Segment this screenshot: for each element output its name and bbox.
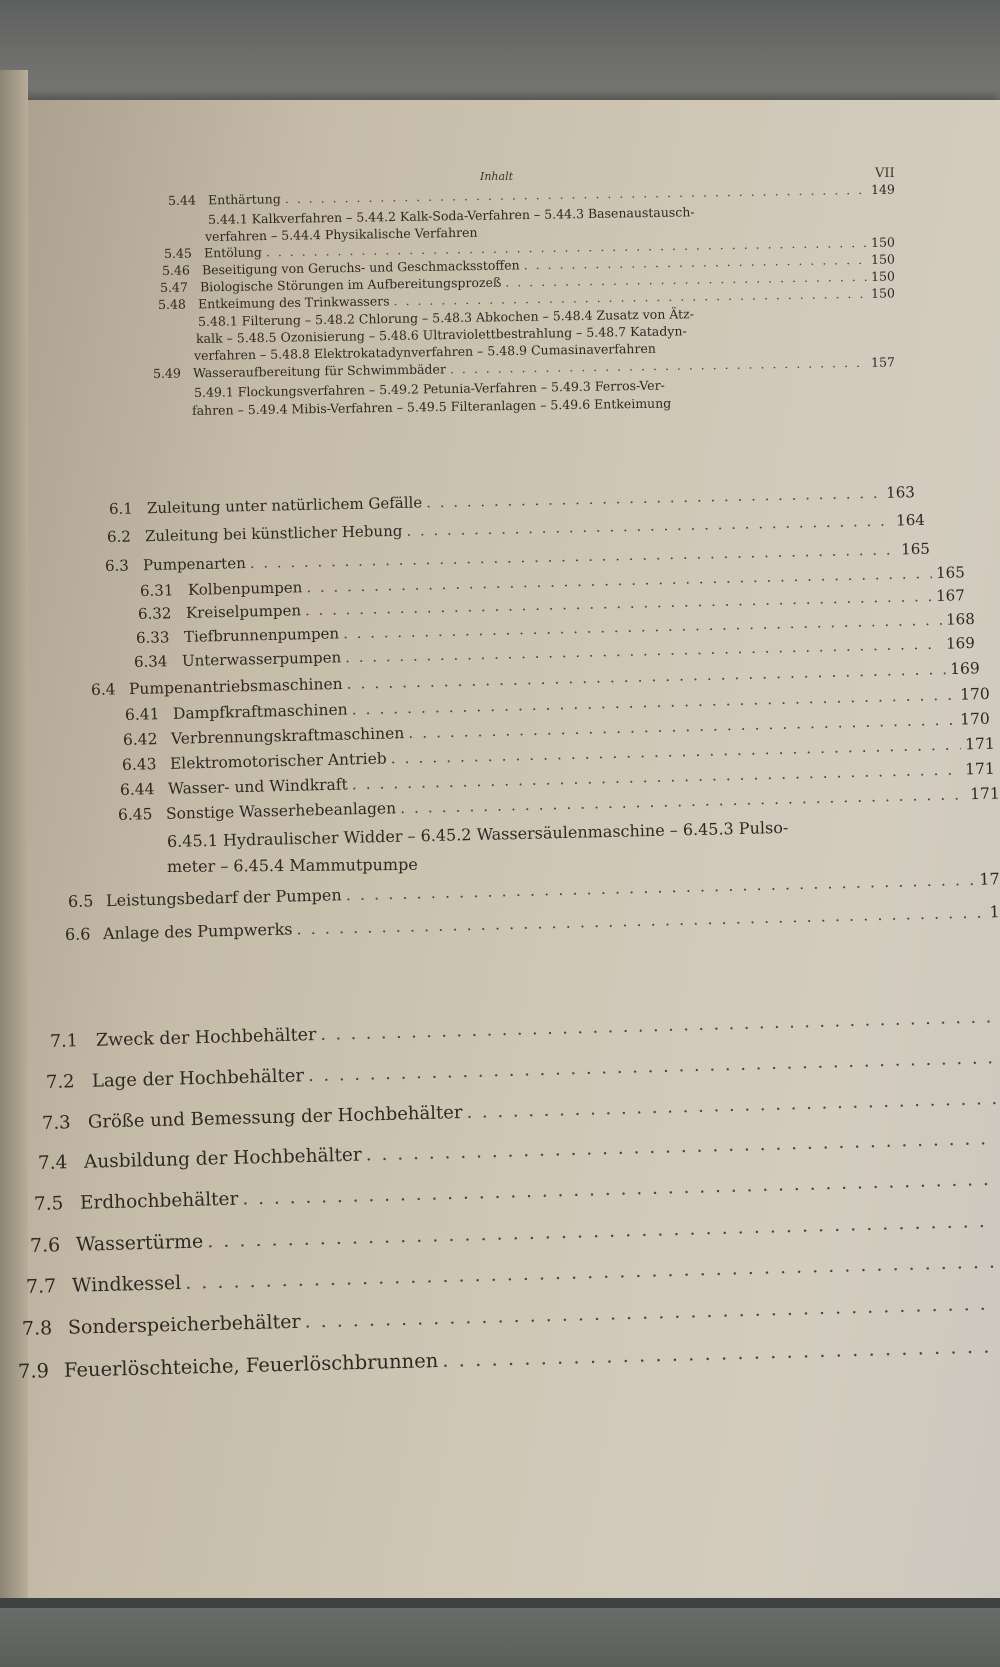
entry-page-number: 169 (949, 659, 980, 679)
entry-page-number: 168 (945, 609, 975, 629)
entry-title: Windkessel (71, 1271, 182, 1297)
entry-page-number: 169 (945, 633, 975, 653)
background-bottom (0, 1608, 1000, 1667)
entry-title: Dampfkraftmaschinen (172, 700, 348, 723)
entry-title: Feuerlöschteiche, Feuerlöschbrunnen (63, 1348, 439, 1382)
entry-title: Wassertürme (75, 1230, 204, 1256)
entry-number: 6.45 (117, 805, 153, 824)
entry-page-number: 163 (886, 483, 916, 502)
entry-title: Unterwasserpumpen (181, 648, 342, 670)
entry-number: 5.48 (157, 296, 186, 312)
entry-title: Entkeimung des Trinkwassers (197, 293, 390, 312)
entry-title: Elektromotorischer Antrieb (169, 749, 387, 773)
entry-title: Wasser- und Windkraft (167, 775, 348, 798)
entry-number: 6.31 (139, 581, 174, 600)
subentry-line: kalk – 5.48.5 Ozonisierung – 5.48.6 Ultraviolettbestrahlung – 5.48.7 Katadyn- (195, 323, 687, 346)
entry-page-number: 170 (959, 684, 990, 704)
entry-number: 7.7 (25, 1275, 57, 1298)
entry-page-number: 157 (870, 354, 896, 370)
entry-page-number: 150 (870, 268, 896, 284)
entry-page-number: 171 (964, 734, 995, 754)
subentry-line: meter – 6.45.4 Mammutpumpe (166, 854, 418, 876)
subentry-line: 6.45.1 Hydraulischer Widder – 6.45.2 Wassersäulenmaschine – 6.45.3 Pulso- (166, 817, 789, 851)
subentry-line: 5.44.1 Kalkverfahren – 5.44.2 Kalk-Soda-Verfahren – 5.44.3 Basenaustausch- (207, 204, 695, 227)
entry-title: Kreiselpumpen (185, 601, 302, 622)
running-header-title: Inhalt (480, 170, 514, 183)
entry-title: Entölung (203, 244, 262, 261)
entry-number: 7.3 (41, 1112, 71, 1134)
subentry-line: 5.48.1 Filterung – 5.48.2 Chlorung – 5.48.3 Abkochen – 5.48.4 Zusatz von Ätz- (197, 306, 695, 329)
entry-page-number: 150 (870, 251, 896, 267)
entry-title: Sonstige Wasserhebeanlagen (165, 799, 397, 823)
entry-title: Zuleitung unter natürlichem Gefälle (146, 493, 423, 518)
entry-number: 7.6 (29, 1234, 61, 1257)
entry-title: Leistungsbedarf der Pumpen (105, 885, 342, 911)
entry-title: Pumpenarten (142, 554, 246, 575)
entry-number: 6.5 (67, 891, 94, 911)
entry-page-number: 171 (964, 759, 995, 779)
page-bottom-edge (0, 1598, 1000, 1608)
subentry-line: 5.49.1 Flockungsverfahren – 5.49.2 Petunia-Verfahren – 5.49.3 Ferros-Ver- (193, 377, 665, 400)
entry-number: 5.45 (163, 245, 192, 261)
entry-number: 6.32 (137, 604, 172, 623)
entry-page-number: 164 (895, 510, 926, 530)
entry-number: 6.44 (119, 780, 155, 799)
entry-number: 6.3 (104, 556, 130, 575)
entry-number: 7.8 (21, 1317, 53, 1340)
entry-page-number: 150 (870, 285, 896, 301)
entry-number: 6.34 (133, 652, 168, 671)
entry-title: Tiefbrunnenpumpen (183, 624, 340, 646)
entry-title: Zweck der Hochbehälter (95, 1025, 317, 1051)
entry-number: 6.33 (135, 628, 170, 647)
entry-number: 6.4 (90, 680, 116, 699)
entry-page-number: 150 (870, 234, 896, 250)
entry-title: Pumpenantriebsmaschinen (128, 674, 343, 699)
entry-number: 5.44 (167, 192, 196, 208)
running-header-page-number: VII (875, 166, 895, 181)
entry-number: 7.1 (49, 1031, 79, 1052)
entry-number: 6.42 (122, 730, 158, 749)
subentry-line: fahren – 5.49.4 Mibis-Verfahren – 5.49.5 Filteranlagen – 5.49.6 Entkeimung (191, 395, 672, 418)
entry-title: Lage der Hochbehälter (91, 1065, 305, 1092)
entry-page-number: 171 (969, 784, 1000, 804)
entry-page-number: 165 (935, 563, 965, 582)
subentry-line: verfahren – 5.48.8 Elektrokatadynverfahren – 5.48.9 Cumasinaverfahren (193, 340, 656, 363)
entry-title: Erdhochbehälter (79, 1188, 239, 1214)
entry-number: 6.1 (108, 499, 134, 518)
entry-number: 5.49 (152, 365, 181, 381)
entry-number: 6.6 (64, 924, 91, 944)
entry-number: 6.2 (106, 527, 132, 546)
entry-title: Ausbildung der Hochbehälter (83, 1144, 362, 1173)
entry-title: Größe und Bemessung der Hochbehälter (87, 1101, 463, 1133)
entry-title: Enthärtung (207, 191, 281, 208)
entry-number: 6.41 (124, 705, 160, 724)
entry-title: Anlage des Pumpwerks (102, 919, 293, 944)
entry-title: Biologische Störungen im Aufbereitungsprozeß (199, 274, 502, 295)
entry-number: 7.9 (17, 1359, 50, 1383)
entry-number: 6.43 (121, 755, 157, 774)
entry-page-number: 170 (959, 709, 990, 729)
entry-page-number: 1 (989, 902, 1000, 922)
entry-title: Sonderspeicherbehälter (67, 1310, 301, 1339)
entry-number: 7.5 (33, 1193, 64, 1215)
entry-number: 5.47 (159, 279, 188, 295)
entry-title: Beseitigung von Geruchs- und Geschmacksstoffen (201, 257, 520, 278)
entry-title: Wasseraufbereitung für Schwimmbäder (192, 361, 446, 381)
entry-title: Verbrennungskraftmaschinen (170, 724, 405, 748)
entry-number: 7.4 (37, 1152, 68, 1174)
entry-number: 7.2 (45, 1071, 75, 1093)
entry-title: Zuleitung bei künstlicher Hebung (144, 521, 403, 546)
entry-number: 5.46 (161, 262, 190, 278)
entry-page-number: 167 (935, 586, 965, 605)
entry-title: Kolbenpumpen (187, 578, 303, 599)
entry-page-number: 17 (979, 869, 1000, 889)
subentry-line: verfahren – 5.44.4 Physikalische Verfahren (204, 224, 478, 244)
background-top (0, 0, 1000, 110)
entry-page-number: 149 (870, 181, 896, 197)
entry-page-number: 165 (900, 539, 931, 559)
